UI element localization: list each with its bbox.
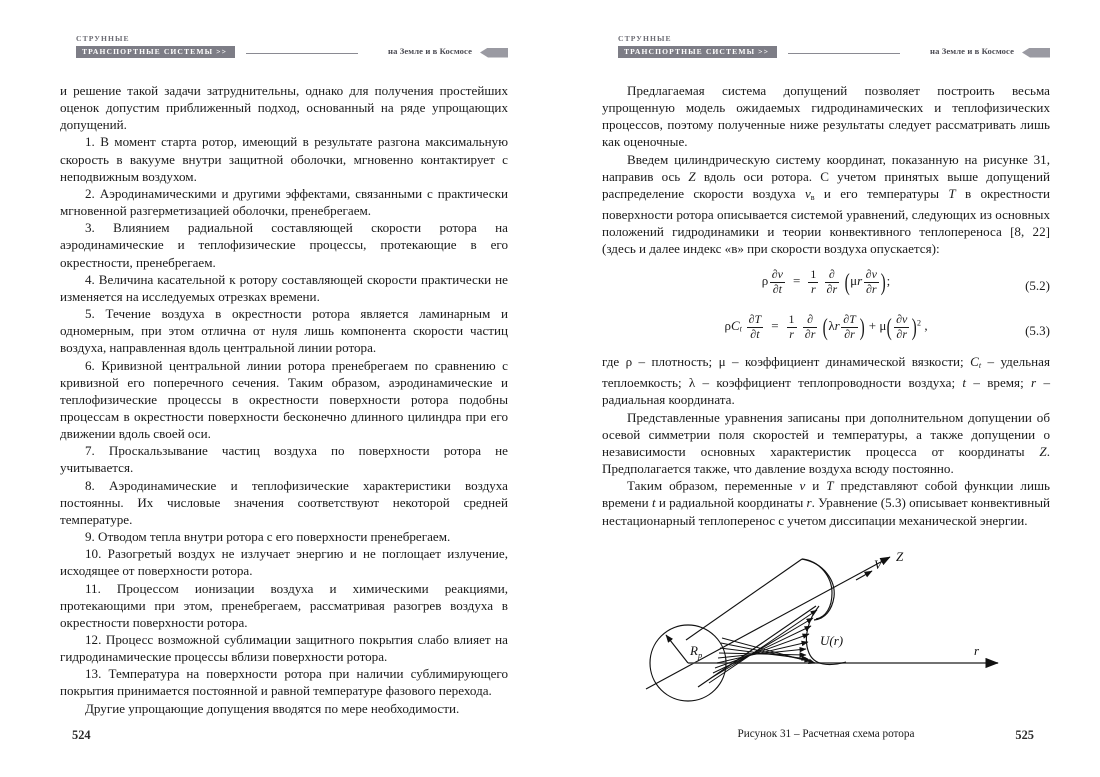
equation-5-2-body: ρ $\frac{\partial v}{\partial t}$ = $\frac{1}{r}$ $\frac{\partial}{\partial r}$ (μr $\frac{\partial v}{\partial r}$ ); <box>761 267 891 297</box>
symbol-r: r <box>1031 375 1037 391</box>
header-brand-bar: ТРАНСПОРТНЫЕ СИСТЕМЫ >> <box>76 46 235 58</box>
header-rule <box>788 53 900 54</box>
paragraph: и решение такой задачи затруднительны, однако для получения простейших оценок допустим приближенный подход, основанный на ряде упрощающих допущений. <box>60 83 508 133</box>
equation-number: (5.2) <box>1025 278 1050 294</box>
header-rule <box>246 53 358 54</box>
text-run: – время; <box>966 375 1032 391</box>
symbol-z: Z <box>688 168 696 184</box>
header-brand-bar: ТРАНСПОРТНЫЕ СИСТЕМЫ >> <box>618 46 777 58</box>
equation-5-3-body: $\rho C_t$ $\frac{\partial T}{\partial t}$ = $\frac{1}{r}$ $\frac{\partial}{\partial r}$ (λr $\frac{\partial T}{\partial r}$ ) + μ( $\frac{\partial v}{\partial r}$ )$^2$ , <box>724 312 928 342</box>
running-header-right <box>602 36 1050 66</box>
rotor-diagram <box>606 547 1046 722</box>
paragraph: 5. Течение воздуха в окрестности ротора является ламинарным и одномерным, при этом отлична от нуля лишь компонента скорости частиц воздуха, направленная вдоль центральной линии ротора. <box>60 306 508 356</box>
text-run: . Предполагается также, что давление воздуха всюду постоянно. <box>602 443 1050 477</box>
figure-label-radius: $R_р$ <box>690 642 703 660</box>
figure-31 <box>602 547 1050 740</box>
equation-number: (5.3) <box>1025 323 1050 339</box>
page-number: 525 <box>1015 728 1034 742</box>
paragraph-assumptions <box>602 409 1050 478</box>
symbol-time: t <box>651 495 656 511</box>
text-run: . Уравнение (5.3) описывает конвективный нестационарный теплоперенос с учетом диссипации механической энергии. <box>602 495 1051 528</box>
page-number: 524 <box>72 728 91 742</box>
symbol-time: t <box>962 375 967 391</box>
text-run: – радиальная координата. <box>602 375 1050 408</box>
paragraph: 7. Проскальзывание частиц воздуха по поверхности ротора не учитывается. <box>60 443 508 476</box>
header-brand-line1: СТРУННЫЕ <box>618 34 672 43</box>
figure-label-r: r <box>974 642 980 658</box>
paragraph: 11. Процессом ионизации воздуха и химическими реакциями, протекающими при этом, пренебрегаем, рассматривая разогрев воздуха в окрестности поверхности ротора. <box>60 580 508 630</box>
text-run: и радиальной координаты <box>655 495 807 511</box>
symbol-t: T <box>948 185 956 201</box>
header-arrow-tab-icon <box>480 48 508 58</box>
text-run: в окрестности поверхности ротора описывается системой уравнений, следующих из основных положений гидродинамики и теории конвективного теплопереноса [8, 22] (здесь и далее индекс «в» при скорости воздуха опускается): <box>602 185 1051 257</box>
header-brand-line1: СТРУННЫЕ <box>76 34 130 43</box>
symbol-v-subscript: в <box>810 192 815 202</box>
text-run: Таким образом, переменные <box>627 478 800 494</box>
symbol-t: T <box>826 478 834 494</box>
paragraph: 4. Величина касательной к ротору составляющей скорости практически не изменяется на исследуемых отрезках времени. <box>60 271 508 304</box>
symbol-r: r <box>806 495 812 511</box>
text-run: Представленные уравнения записаны при дополнительном допущении об осевой симметрии поля скоростей и температуры, а также допущении о независимости основных характеристик процесса от координаты <box>602 409 1050 459</box>
header-tagline: на Земле и в Космосе <box>930 46 1014 56</box>
text-run: где ρ – плотность; μ – коэффициент динамической вязкости; <box>602 354 971 370</box>
text-run: представляют собой функции лишь времени <box>602 478 1051 511</box>
text-run: и его температуры <box>814 185 949 201</box>
text-run: Введем цилиндрическую систему координат, показанную на рисунке 31, направив ось <box>602 151 1050 184</box>
paragraph: 2. Аэродинамическими и другими эффектами, связанными с практически мгновенной разгерметизацией оболочки, пренебрегаем. <box>60 185 508 219</box>
paragraph: 8. Аэродинамические и теплофизические характеристики воздуха постоянны. Их числовые значения соответствуют некоторой средней температуре. <box>60 477 508 527</box>
figure-caption: Рисунок 31 – Расчетная схема ротора <box>737 727 915 740</box>
paragraph: Другие упрощающие допущения вводятся по мере необходимости. <box>85 700 460 716</box>
header-arrow-tab-icon <box>1022 48 1050 58</box>
equation-5-3 <box>602 313 1050 349</box>
paragraph-variables <box>602 477 1050 528</box>
text-run: – удельная теплоемкость; λ – коэффициент теплопроводности воздуха; <box>602 354 1050 391</box>
symbol-c: C <box>970 354 979 370</box>
figure-label-z: Z <box>896 548 904 564</box>
text-run: и <box>805 478 827 494</box>
paragraph: 3. Влиянием радиальной составляющей скорости ротора на аэродинамические и теплофизические процессы, протекающие в его окрестности, пренебрегаем. <box>60 220 508 270</box>
symbol-v: v <box>804 185 811 201</box>
page-right <box>550 0 1100 777</box>
symbol-v: v <box>799 478 806 494</box>
equation-5-2 <box>602 268 1050 304</box>
paragraph: 1. В момент старта ротор, имеющий в результате разгона максимальную скорость в вакууме внутри защитной оболочки, мгновенно контактирует с неподвижным воздухом. <box>60 134 508 184</box>
paragraph: 6. Кривизной центральной линии ротора пренебрегаем по сравнению с кривизной его поперечного сечения. Таким образом, аэродинамические и теплофизические процессы в окрестности поверхности ротора подобны процессам в окрестности поверхности бесконечно длинного цилиндра при его движении вдоль своей оси. <box>60 357 508 442</box>
symbol-z: Z <box>1039 443 1047 459</box>
paragraph: 9. Отводом тепла внутри ротора с его поверхности пренебрегаем. <box>85 529 451 545</box>
paragraph: 12. Процесс возможной сублимации защитного покрытия слабо влияет на гидродинамические процессы вблизи поверхности ротора. <box>60 632 508 665</box>
header-tagline: на Земле и в Космосе <box>388 46 472 56</box>
text-run: вдоль оси ротора. С учетом принятых выше допущений распределение скорости воздуха <box>602 168 1050 201</box>
running-header-left <box>60 36 508 66</box>
paragraph: Предлагаемая система допущений позволяет построить весьма упрощенную модель ожидаемых гидродинамических и теплофизических процессов, поэтому полученные ниже результаты следует рассматривать лишь как оценочные. <box>602 83 1050 150</box>
figure-label-profile: U(r) <box>820 632 844 648</box>
figure-label-v: V <box>874 556 882 572</box>
paragraph: 13. Температура на поверхности ротора при наличии сублимирующего покрытия принимается постоянной и равной температуре фазового перехода. <box>60 666 508 699</box>
paragraph-nomenclature <box>602 353 1050 408</box>
paragraph-coordinates <box>602 151 1050 258</box>
symbol-c-subscript: t <box>978 361 982 371</box>
paragraph: 10. Разогретый воздух не излучает энергию и не поглощает излучение, исходящее от поверхности ротора. <box>60 546 508 579</box>
